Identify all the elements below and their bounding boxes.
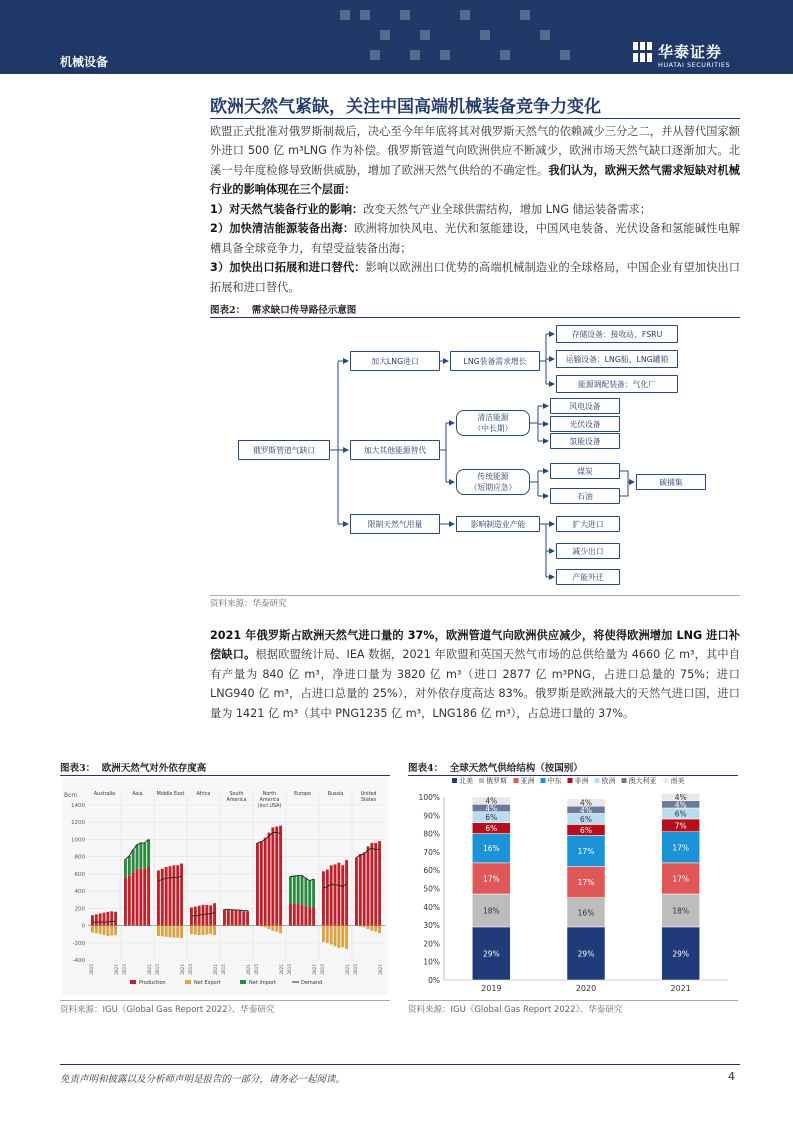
chart3-region-label: America [259, 798, 280, 803]
chart3-export-bar [95, 926, 98, 934]
chart4-xtick: 2021 [670, 984, 691, 993]
impact-point-2: 2）加快清洁能源装备出海：欧洲将加快风电、光伏和氢能建设，中国风电装备、光伏设备和氢能碱性电解槽具备全球竞争力，有望受益装备出海； [210, 222, 740, 255]
impact-points [210, 200, 740, 297]
chart3-production-bar [264, 838, 267, 926]
chart3-production-bar [205, 905, 208, 926]
chart3-production-bar [231, 910, 234, 926]
chart3-production-bar [246, 912, 249, 926]
chart3-production-bar [260, 841, 263, 925]
chart3-export-bar [110, 926, 113, 936]
chart3-export-bar [161, 926, 164, 937]
chart3-year-tick: 2015 [254, 964, 259, 975]
brand-name-en: HUATAI SECURITIES [658, 61, 731, 69]
chart4-legend-swatch [514, 778, 519, 783]
chart4-ytick: 60% [423, 866, 440, 876]
fig4-title: 图表4： 全球天然气供给结构（按国别） [408, 763, 583, 774]
chart4-ytick: 40% [423, 902, 440, 912]
chart3-export-bar [271, 926, 274, 931]
chart4-ytick: 80% [423, 829, 440, 839]
chart3-production-bar [103, 913, 106, 926]
chart3-export-bar [190, 926, 193, 935]
supply-structure-chart [408, 775, 738, 997]
chart4-legend-swatch [664, 778, 669, 783]
chart4-data-label: 29% [672, 949, 690, 959]
section-title: 欧洲天然气紧缺，关注中国高端机械装备竞争力变化 [210, 97, 601, 117]
chart3-production-bar [337, 863, 340, 926]
chart4-data-label: 6% [485, 813, 498, 823]
chart4-legend-label: 中东 [547, 777, 562, 785]
chart3-import-bar [312, 879, 315, 907]
fig4-source: 资料来源：IGU《Global Gas Report 2022》、华泰研究 [408, 1005, 623, 1015]
chart3-import-bar [136, 845, 139, 870]
chart4-data-label: 6% [580, 814, 592, 824]
chart3-export-bar [213, 926, 216, 935]
chart3-import-bar [297, 876, 300, 904]
brand-name-cn: 华泰证券 [658, 43, 723, 61]
chart3-production-bar [99, 914, 102, 926]
chart3-ytick: 1200 [71, 820, 85, 827]
chart3-region-label: America [226, 798, 247, 803]
flow-mfg-impact: 影响制造业产能 [456, 516, 540, 532]
flow-hydrogen-equipment: 氢能设备 [550, 433, 620, 449]
chart4-legend-swatch [541, 778, 546, 783]
chart3-export-bar [264, 926, 267, 928]
chart3-export-bar [260, 926, 263, 927]
chart3-year-tick: 2021 [114, 964, 119, 975]
chart3-region-label: United [360, 792, 377, 797]
chart4-legend-swatch [595, 778, 600, 783]
chart4-data-label: 17% [672, 843, 690, 853]
chart4-ytick: 100% [418, 793, 440, 802]
chart3-production-bar [213, 903, 216, 925]
chart4-ytick: 70% [423, 847, 440, 857]
chart3-legend-label: Net Export [194, 980, 221, 986]
chart3-export-bar [378, 926, 381, 934]
flow-ccs: 碳捕集 [636, 474, 706, 490]
chart3-export-bar [114, 926, 117, 935]
chart3-region-label: Middle East [156, 792, 185, 797]
chart3-legend-label: Production [139, 980, 166, 986]
chart3-production-bar [110, 911, 113, 925]
chart3-year-tick: 2015 [122, 964, 127, 975]
fig3-source: 资料来源：IGU《Global Gas Report 2022》、华泰研究 [60, 1005, 275, 1015]
chart3-year-tick: 2021 [378, 964, 383, 975]
chart4-data-label: 29% [577, 949, 595, 959]
chart4-data-label: 17% [672, 874, 690, 884]
chart4-xtick: 2019 [481, 984, 502, 993]
flow-relocate-capacity: 产能外迁 [556, 569, 620, 585]
chart3-export-bar [370, 926, 373, 931]
chart3-export-bar [322, 926, 325, 942]
chart3-production-bar [95, 914, 98, 925]
chart3-ylabel: Bcm [64, 792, 78, 799]
chart3-production-bar [289, 903, 292, 925]
impact-point-1: 1）对天然气装备行业的影响：改变天然气产业全球供需结构，增加 LNG 储运装备需求； [210, 203, 651, 216]
chart4-data-label: 18% [672, 906, 690, 916]
chart3-export-bar [330, 926, 333, 945]
chart3-export-bar [205, 926, 208, 935]
chart3-region-label: Australia [93, 792, 116, 797]
chart3-production-bar [359, 854, 362, 925]
chart3-import-bar [124, 859, 127, 877]
chart3-production-bar [223, 910, 226, 926]
chart3-production-bar [256, 843, 259, 926]
chart3-export-bar [194, 926, 197, 935]
chart3-production-bar [157, 870, 160, 925]
chart4-data-label: 17% [577, 846, 595, 856]
import-paragraph [210, 626, 740, 723]
chart3-production-bar [132, 872, 135, 925]
chart3-export-bar [202, 926, 205, 935]
chart3-production-bar [363, 852, 366, 925]
chart3-export-bar [367, 926, 370, 929]
chart3-production-bar [235, 910, 238, 926]
chart3-export-bar [279, 926, 282, 934]
chart3-import-bar [293, 876, 296, 904]
chart3-export-bar [198, 926, 201, 935]
chart4-data-label: 17% [577, 878, 595, 888]
chart3-production-bar [176, 865, 179, 925]
chart4-ytick: 30% [423, 921, 440, 931]
chart3-legend-swatch [240, 980, 246, 984]
fig4-bottom-rule [408, 1000, 738, 1001]
chart4-data-label: 6% [485, 824, 498, 834]
flow-wind-equipment: 风电设备 [550, 398, 620, 414]
chart3-export-bar [326, 926, 329, 943]
chart3-region-label: Europe [294, 792, 311, 797]
chart3-production-bar [268, 833, 271, 926]
chart3-production-bar [209, 905, 212, 925]
chart3-production-bar [172, 865, 175, 925]
chart3-export-bar [334, 926, 337, 947]
flow-traditional-energy: 传统能源 （短期应急） [456, 469, 530, 495]
chart3-year-tick: 2015 [287, 964, 292, 975]
chart3-production-bar [308, 907, 311, 926]
chart4-legend-swatch [479, 778, 484, 783]
chart4-ytick: 90% [423, 811, 440, 821]
chart3-import-bar [143, 843, 146, 869]
chart3-import-bar [147, 839, 150, 867]
chart3-export-bar [363, 926, 366, 928]
chart3-year-tick: 2021 [147, 964, 152, 975]
chart3-production-bar [136, 870, 139, 926]
chart3-year-tick: 2015 [89, 964, 94, 975]
page-number: 4 [728, 1070, 735, 1083]
chart3-production-bar [312, 907, 315, 925]
flow-solar-equipment: 光伏设备 [550, 416, 620, 432]
chart4-data-label: 4% [580, 798, 592, 808]
flow-lng-transport: 运输设备：LNG船、LNG罐箱 [556, 350, 678, 368]
chart3-ytick: 800 [74, 854, 85, 861]
flow-other-energy: 加大其他能源替代 [350, 440, 440, 460]
chart3-export-bar [99, 926, 102, 935]
chart3-production-bar [301, 905, 304, 926]
chart3-export-bar [106, 926, 109, 936]
fig2-rule [210, 317, 740, 318]
chart3-production-bar [238, 910, 241, 925]
chart3-production-bar [227, 910, 230, 926]
flow-lng-import: 加大LNG进口 [350, 351, 440, 371]
chart3-production-bar [106, 912, 109, 926]
chart3-production-bar [279, 826, 282, 926]
chart4-legend-swatch [568, 778, 573, 783]
chart4-legend-label: 亚洲 [520, 777, 535, 785]
chart4-data-label: 4% [485, 796, 498, 806]
chart4-ytick: 10% [423, 957, 440, 967]
chart3-export-bar [157, 926, 160, 936]
chart3-region-label: Asia [132, 792, 143, 797]
chart4-legend-swatch [622, 778, 627, 783]
impact-point-3: 3）加快出口拓展和进口替代：影响以欧洲出口优势的高端机械制造业的全球格局，中国企业有望加快出口拓展和进口替代。 [210, 261, 740, 294]
chart4-xtick: 2020 [575, 984, 597, 993]
title-divider [210, 118, 740, 119]
chart3-production-bar [345, 860, 348, 925]
chart3-ytick: 400 [74, 889, 85, 896]
chart3-legend-swatch [185, 980, 191, 984]
import-bold: 2021 年俄罗斯占欧洲天然气进口量的 37%，欧洲管道气向欧洲供应减少，将使得欧洲增加 LNG 进口补偿缺口。 [210, 629, 740, 662]
chart3-production-bar [242, 912, 245, 926]
chart3-ytick: 0 [81, 923, 85, 930]
chart3-production-bar [367, 846, 370, 925]
chart3-export-bar [345, 926, 348, 949]
chart3-export-bar [176, 926, 179, 938]
chart3-production-bar [293, 904, 296, 926]
chart3-export-bar [103, 926, 106, 935]
intro-text: 欧盟正式批准对俄罗斯制裁后，决心至今年年底将其对俄罗斯天然气的依赖减少三分之二，并从替代国家额外进口 500 亿 m³LNG 作为补偿。俄罗斯管道气向欧洲供应不断减少，欧洲市场天然气缺口逐渐加大。北溪一号年度检修导致断供威胁，增加了欧洲天然气供给的不确定性。 [210, 125, 740, 177]
chart3-ytick: 1400 [71, 803, 85, 809]
chart3-import-bar [139, 843, 142, 869]
chart3-export-bar [337, 926, 340, 948]
chart3-import-bar [301, 876, 304, 905]
chart4-legend-label: 俄罗斯 [486, 777, 507, 785]
chart3-production-bar [378, 841, 381, 925]
import-text: 根据欧盟统计局、IEA 数据，2021 年欧盟和英国天然气市场的总供给量为 4660 亿 m³，其中自有产量为 840 亿 m³，净进口量为 3820 亿 m³（进口 2877 亿 m³PNG，占进口总量的 75%；进口 LNG940 亿 m³，占进口总量的 25%），对外依存度高达 83%。俄罗斯是欧洲最大的天然气进口国，进口量为 1421 亿 m³（其中 PNG1235 亿 m³，LNG186 亿 m³），占总进口量的 37%。 [210, 648, 740, 720]
chart3-year-tick: 2015 [188, 964, 193, 975]
chart3-export-bar [359, 926, 362, 927]
chart3-year-tick: 2021 [279, 964, 284, 975]
chart4-data-label: 4% [580, 805, 592, 815]
chart3-production-bar [161, 869, 164, 926]
chart4-ytick: 20% [423, 939, 440, 949]
chart4-legend-swatch [452, 778, 457, 783]
chart3-export-bar [169, 926, 172, 938]
chart4-data-label: 4% [674, 793, 687, 802]
chart3-ytick: 1000 [71, 837, 85, 844]
chart3-production-bar [330, 865, 333, 925]
flow-lng-storage: 存储设备：接收站、FSRU [556, 325, 678, 343]
chart4-data-label: 7% [674, 821, 687, 831]
chart3-export-bar [374, 926, 377, 932]
chart4-data-label: 17% [482, 874, 500, 884]
chart3-production-bar [370, 843, 373, 926]
footer-disclaimer: 免责声明和披露以及分析师声明是报告的一部分，请务必一起阅读。 [60, 1074, 346, 1085]
chart3-production-bar [275, 827, 278, 926]
chart3-production-bar [165, 867, 168, 926]
chart3-import-bar [308, 881, 311, 907]
chart3-export-bar [180, 926, 183, 938]
chart3-export-bar [165, 926, 168, 937]
chart3-region-label: (incl USA) [257, 804, 282, 809]
chart3-year-tick: 2015 [155, 964, 160, 975]
chart3-production-bar [341, 865, 344, 925]
chart3-region-label: Russia [327, 792, 344, 797]
chart3-production-bar [143, 869, 146, 926]
dependency-chart [60, 775, 390, 997]
chart3-region-label: North [262, 792, 277, 797]
chart3-ytick: 200 [74, 906, 85, 913]
chart4-data-label: 16% [482, 844, 500, 854]
chart3-production-bar [326, 870, 329, 926]
flow-coal: 煤炭 [550, 463, 620, 479]
chart3-region-label: States [360, 798, 377, 803]
chart3-import-bar [304, 878, 307, 906]
chart3-production-bar [374, 843, 377, 926]
chart4-legend-label: 澳大利亚 [628, 777, 657, 785]
chart3-ytick: 600 [74, 871, 85, 878]
report-category: 机械设备 [60, 55, 109, 69]
chart4-data-label: 18% [482, 906, 500, 916]
chart3-legend-label: Demand [301, 980, 323, 986]
chart4-legend-label: 非洲 [574, 777, 589, 785]
chart3-production-bar [322, 871, 325, 925]
chart3-region-label: South [229, 792, 244, 797]
chart4-data-label: 6% [674, 809, 687, 819]
flow-limit-usage: 限制天然气用量 [350, 514, 440, 534]
chart4-ytick: 50% [423, 884, 440, 894]
chart3-year-tick: 2015 [353, 964, 358, 975]
chart3-export-bar [341, 926, 344, 948]
fig2-source: 资料来源：华泰研究 [210, 599, 287, 609]
chart3-year-tick: 2021 [345, 964, 350, 975]
fig3-title: 图表3： 欧洲天然气对外依存度高 [60, 763, 207, 774]
chart3-year-tick: 2021 [180, 964, 185, 975]
flow-reduce-export: 减少出口 [556, 543, 620, 559]
chart3-legend-label: Net Import [249, 980, 276, 986]
chart3-export-bar [275, 926, 278, 932]
chart3-production-bar [334, 864, 337, 925]
flow-oil: 石油 [550, 488, 620, 504]
chart4-ytick: 0% [428, 976, 440, 985]
chart3-production-bar [297, 904, 300, 926]
flow-lng-dispatch: 能源调配装备：气化厂 [556, 375, 678, 393]
huatai-logo-icon [632, 40, 654, 64]
chart3-export-bar [172, 926, 175, 938]
header-pattern [300, 0, 620, 74]
flow-clean-energy: 清洁能源 （中长期） [456, 410, 530, 436]
chart3-production-bar [147, 867, 150, 926]
chart3-production-bar [169, 866, 172, 925]
chart3-ytick: -200 [72, 940, 85, 947]
chart3-production-bar [355, 858, 358, 926]
header-bar [0, 0, 793, 74]
chart3-import-bar [128, 856, 131, 876]
chart3-export-bar [91, 926, 94, 933]
chart3-legend-swatch [130, 980, 136, 984]
chart4-legend-label: 南美 [670, 777, 685, 785]
chart3-export-bar [268, 926, 271, 929]
chart3-production-bar [91, 915, 94, 925]
chart3-production-bar [271, 827, 274, 925]
chart3-ytick: -400 [72, 958, 85, 964]
chart3-year-tick: 2021 [246, 964, 251, 975]
footer-divider [60, 1064, 740, 1065]
chart3-production-bar [124, 877, 127, 925]
chart3-production-bar [114, 912, 117, 926]
chart4-data-label: 6% [580, 825, 592, 835]
fig3-bottom-rule [60, 1000, 390, 1001]
chart4-data-label: 4% [485, 803, 498, 813]
chart3-import-bar [132, 850, 135, 872]
fig2-bottom-rule [210, 595, 740, 596]
flow-root: 俄罗斯管道气缺口 [238, 440, 330, 460]
flow-expand-import: 扩大进口 [556, 516, 620, 532]
chart3-year-tick: 2021 [213, 964, 218, 975]
chart4-data-label: 16% [577, 908, 595, 918]
chart3-import-bar [289, 876, 292, 903]
intro-paragraph [210, 122, 740, 200]
chart3-export-bar [209, 926, 212, 935]
chart3-year-tick: 2015 [320, 964, 325, 975]
flow-lng-demand: LNG装备需求增长 [450, 351, 540, 371]
chart3-production-bar [202, 905, 205, 926]
brand-logo [632, 40, 736, 70]
chart4-data-label: 29% [482, 949, 500, 959]
chart3-year-tick: 2021 [312, 964, 317, 975]
chart4-legend-label: 欧洲 [601, 777, 616, 785]
chart3-production-bar [180, 864, 183, 926]
flow-diagram [210, 320, 740, 595]
chart3-region-label: Africa [196, 792, 211, 797]
chart3-production-bar [304, 906, 307, 926]
intro-bold: 我们认为，欧洲天然气需求短缺对机械行业的影响体现在三个层面： [210, 163, 740, 197]
chart3-year-tick: 2015 [221, 964, 226, 975]
fig2-title: 图表2： 需求缺口传导路径示意图 [210, 305, 357, 316]
chart4-data-label: 4% [674, 800, 687, 810]
chart3-production-bar [128, 876, 131, 926]
chart3-production-bar [139, 869, 142, 926]
chart4-legend-label: 北美 [459, 777, 473, 785]
